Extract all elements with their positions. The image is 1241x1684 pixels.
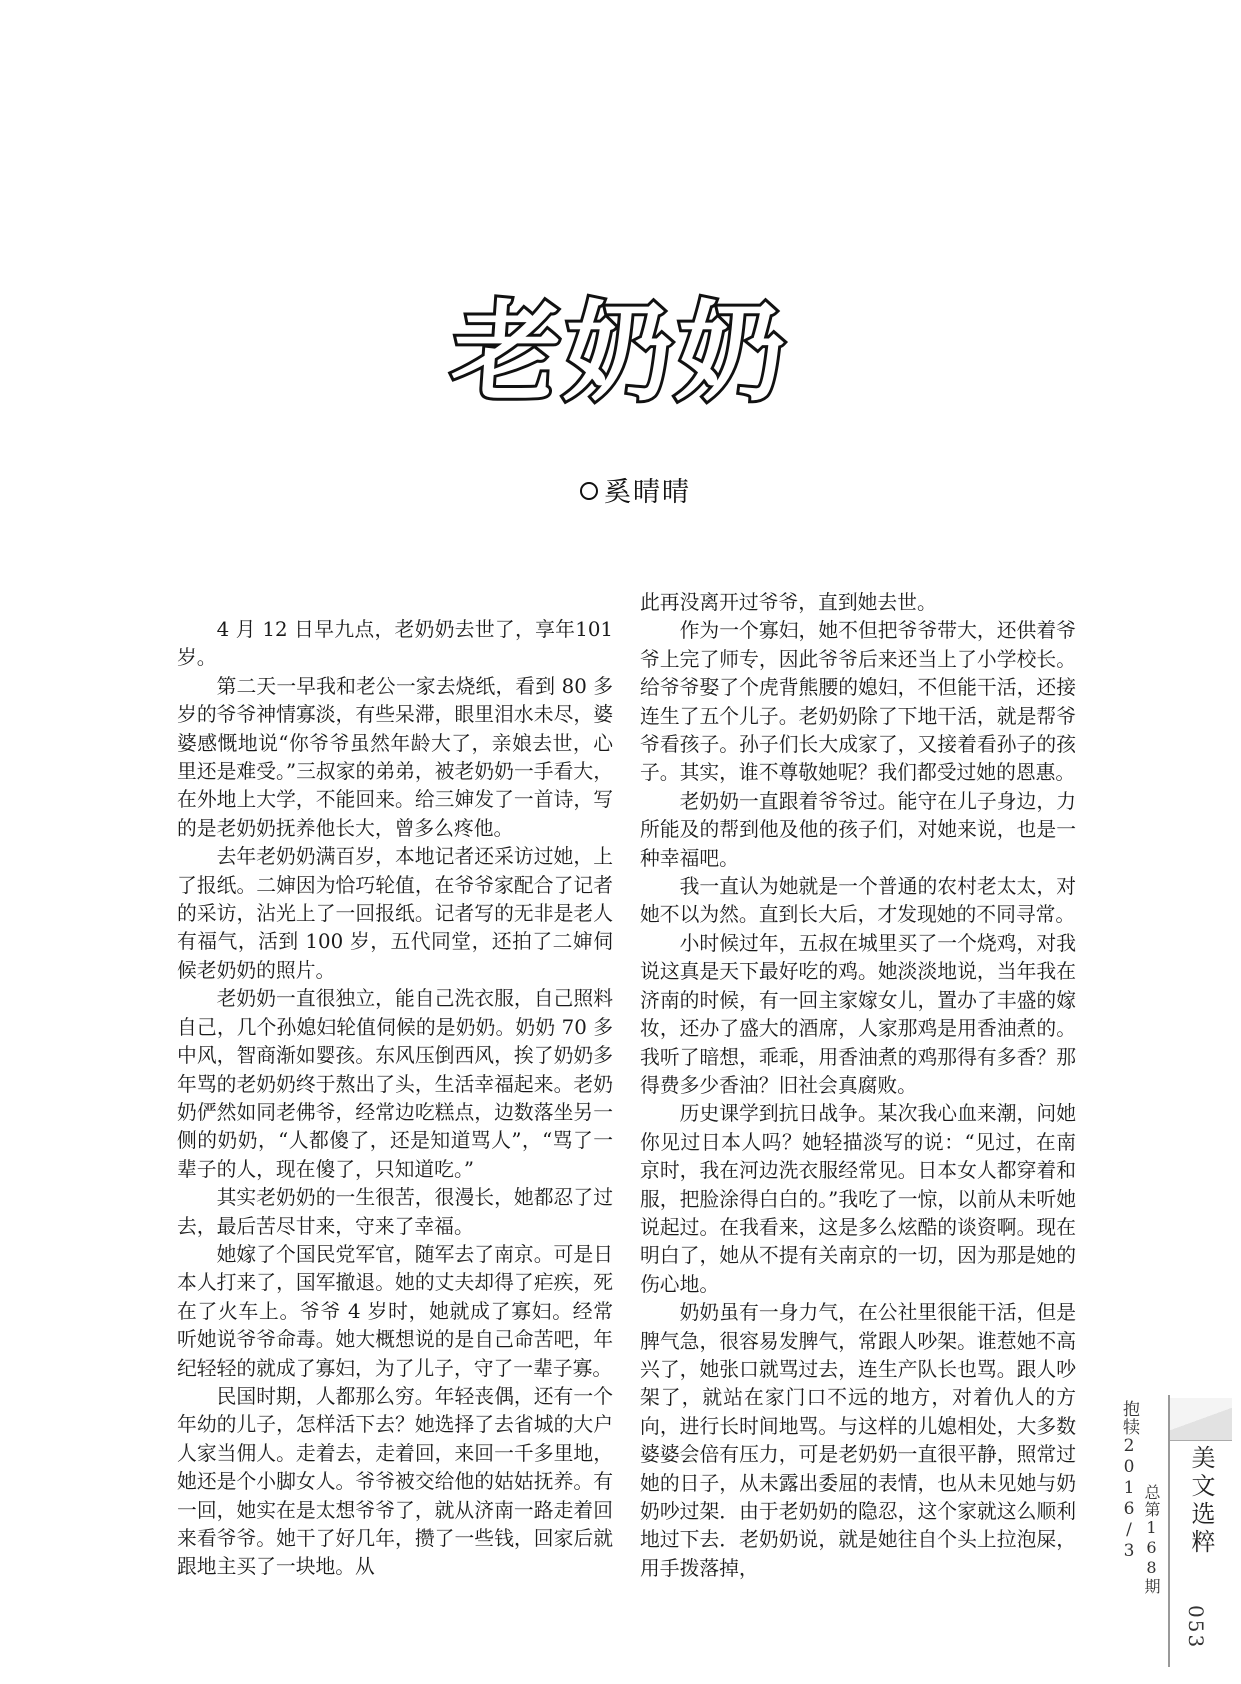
paragraph: 历史课学到抗日战争。某次我心血来潮，问她你见过日本人吗？她轻描淡写的说：“见过，在南京时，我在河边洗衣服经常见。日本女人都穿着和服，把脸涂得白白的。”我吃了一惊，以前从未听她说起过。在我看来，这是多么炫酷的谈资啊。现在明白了，她从不提有关南京的一切，因为那是她的伤心地。	[640, 1102, 1076, 1296]
paragraph-continuation: 此再没离开过爷爷，直到她去世。	[640, 591, 937, 614]
paragraph: 我一直认为她就是一个普通的农村老太太，对她不以为然。直到长大后，才发现她的不同寻常。	[640, 875, 1076, 927]
paragraph: 4 月 12 日早九点，老奶奶去世了，享年101 岁。	[177, 618, 613, 670]
total-issue-label: 总第168期	[1142, 1484, 1161, 1595]
paragraph: 去年老奶奶满百岁，本地记者还采访过她，上了报纸。二婶因为恰巧轮值，在爷爷家配合了记者的采访，沾光上了一回报纸。记者写的无非是老人有福气，活到 100 岁，五代同堂，还拍了二婶伺候老奶奶的照片。	[177, 845, 613, 982]
page-number: 053	[1184, 1605, 1208, 1650]
author-name: 奚晴晴	[604, 477, 691, 508]
paragraph: 第二天一早我和老公一家去烧纸，看到 80 多岁的爷爷神情寡淡，有些呆滞，眼里泪水未尽，婆婆感慨地说“你爷爷虽然年龄大了，亲娘去世，心里还是难受。”三叔家的弟弟，被老奶奶一手看大，在外地上大学，不能回来。给三婶发了一首诗，写的是老奶奶抚养他长大，曾多么疼他。	[177, 674, 613, 840]
paragraph: 老奶奶一直很独立，能自己洗衣服，自己照料自己，几个孙媳妇轮值伺候的是奶奶。奶奶 70 多中风，智商渐如婴孩。东风压倒西风，挨了奶奶多年骂的老奶奶终于熬出了头，生活幸福起来。老奶奶俨然如同老佛爷，经常边吃糕点，边数落坐另一侧的奶奶，“人都傻了，还是知道骂人”，“骂了一辈子的人，现在傻了，只知道吃。”	[177, 987, 613, 1181]
paragraph: 她嫁了个国民党军官，随军去了南京。可是日本人打来了，国军撤退。她的丈夫却得了疟疾，死在了火车上。爷爷 4 岁时，她就成了寡妇。经常听她说爷爷命毒。她大概想说的是自己命苦吧，年纪轻轻的就成了寡妇，为了儿子，守了一辈子寡。	[177, 1242, 613, 1380]
article-title: 老奶奶	[448, 291, 793, 416]
author-byline	[0, 470, 1241, 509]
paragraph: 老奶奶一直跟着爷爷过。能守在儿子身边，力所能及的帮到他及他的孩子们，对她来说，也是一种幸福吧。	[640, 789, 1076, 870]
magazine-name: 美文选粹	[1187, 1445, 1215, 1557]
paragraph: 民国时期，人都那么穷。年轻丧偶，还有一个年幼的儿子，怎样活下去？她选择了去省城的大户人家当佣人。走着去，走着回，来回一千多里地，她还是个小脚女人。爷爷被交给他的姑姑抚养。有一回，她实在是太想爷爷了，就从济南一路走着回来看爷爷。她干了好几年，攒了一些钱，回家后就跟地主买了一块地。从	[177, 1384, 613, 1579]
issue-label: 抱犊2016/3	[1119, 1400, 1139, 1562]
paragraph: 其实老奶奶的一生很苦，很漫长，她都忍了过去，最后苦尽甘来，守来了幸福。	[177, 1186, 613, 1238]
paragraph: 小时候过年，五叔在城里买了一个烧鸡，对我说这真是天下最好吃的鸡。她淡淡地说，当年我在济南的时候，有一回主家嫁女儿，置办了丰盛的嫁妆，还办了盛大的酒席，人家那鸡是用香油煮的。我听了暗想，乖乖，用香油煮的鸡那得有多香？那得费多少香油？旧社会真腐败。	[640, 931, 1076, 1097]
paragraph: 作为一个寡妇，她不但把爷爷带大，还供着爷爷上完了师专，因此爷爷后来还当上了小学校长。给爷爷娶了个虎背熊腰的媳妇，不但能干活，还接连生了五个儿子。老奶奶除了下地干活，就是帮爷爷看孩子。孙子们长大成家了，又接着看孙子的孩子。其实，谁不尊敬她呢？我们都受过她的恩惠。	[640, 619, 1076, 785]
right-column	[640, 589, 1076, 1583]
left-column	[177, 616, 613, 1582]
sidebar-tab-decoration	[1170, 1398, 1232, 1441]
circle-icon	[580, 482, 598, 500]
paragraph: 奶奶虽有一身力气，在公社里很能干活，但是脾气急，很容易发脾气，常跟人吵架。谁惹她不高兴了，她张口就骂过去，连生产队长也骂。跟人吵架了，就站在家门口不远的地方，对着仇人的方向，进行长时间地骂。与这样的儿媳相处，大多数婆婆会倍有压力，可是老奶奶一直很平静，照常过她的日子，从未露出委屈的表情，也从未见她与奶奶吵过架．由于老奶奶的隐忍，这个家就这么顺利地过下去．老奶奶说，就是她往自个头上拉泡屎，用手拨落掉，	[640, 1301, 1076, 1580]
